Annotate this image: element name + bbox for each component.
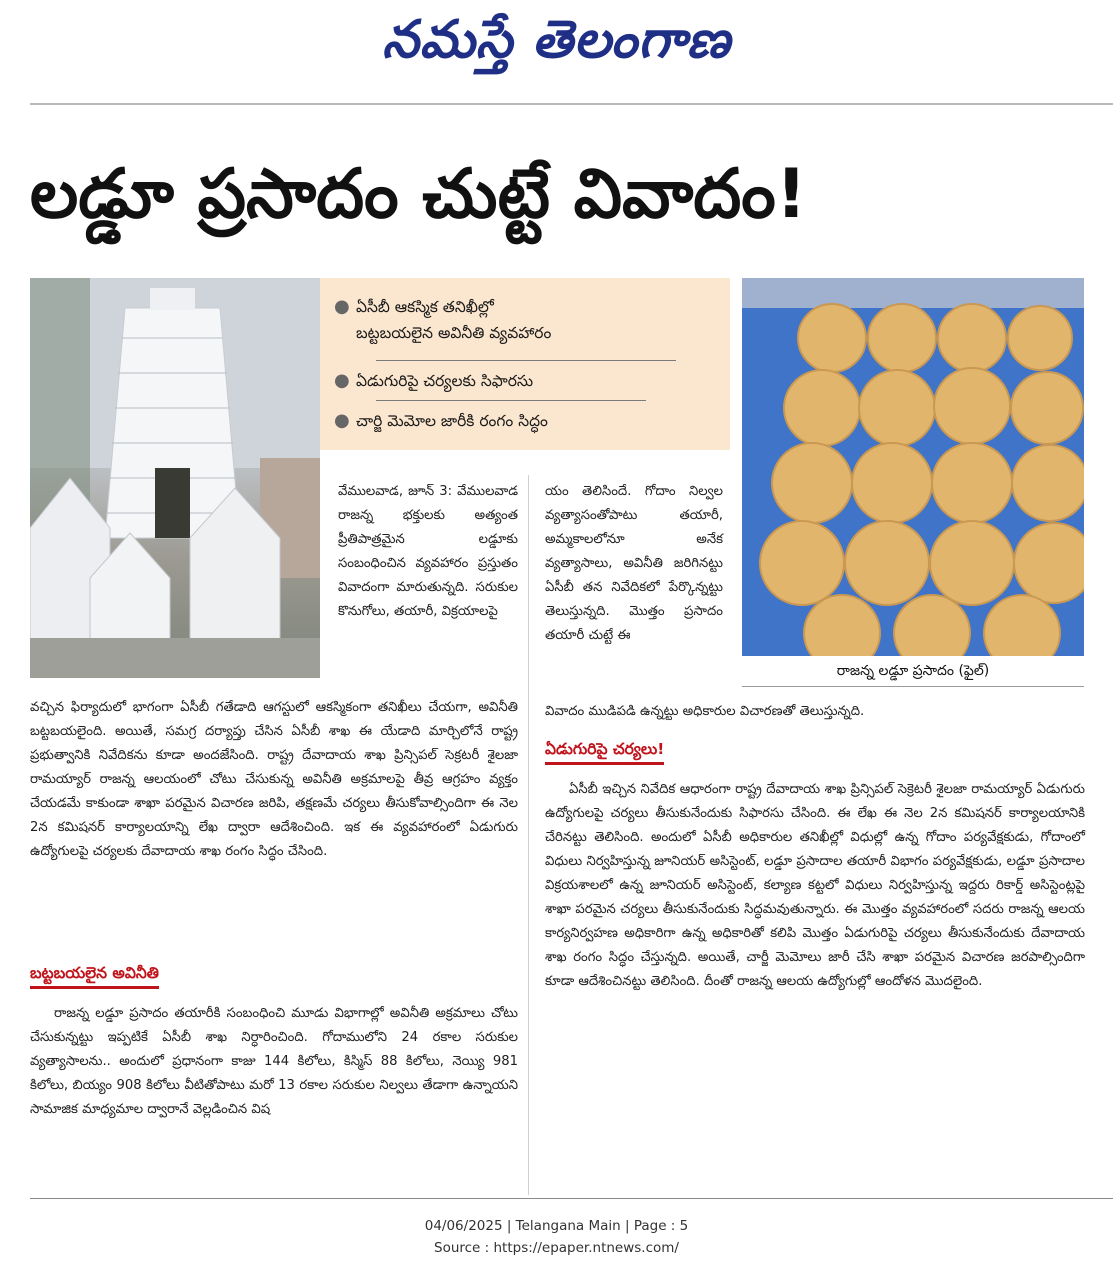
bullet-icon: ●: [334, 296, 350, 317]
article-col2-bottom: ఏసీబీ ఇచ్చిన నివేదిక ఆధారంగా రాష్ట్ర దేవాదాయ శాఖ ప్రిన్సిపల్ సెక్రెటరీ శైలజా రామయ్యార్ ఏడుగురు ఉద్యోగులపై చర్యలు తీసుకునేందుకు సిఫారసు చేసింది. ఈ లేఖ ఈ నెల 2న కమిషనర్ కార్యాలయానికి చేరినట్టు తెలిసింది. అందులో ఏసీబీ అధికారుల తనిఖీల్లో విధుల్లో ఉన్న గోదాం పర్యవేక్షకుడు, గోదాంలో విధులు నిర్వహిస్తున్న జూనియర్ అసిస్టెంట్, లడ్డూ ప్రసాదాల తయారీ విభాగం పర్యవేక్షకుడు, లడ్డూ ప్రసాదాల విక్రయశాలలో ఉన్న జూనియర్ అసిస్టెంట్, కల్యాణ కట్టలో విధులు నిర్వహిస్తున్న ఇద్దరు రికార్డ్ అసిస్టెంట్లపై శాఖా పరమైన చర్యలు తీసుకునేందుకు సిద్ధమవుతున్నారు. ఈ మొత్తం వ్యవహారంలో సదరు రాజన్న ఆలయ కార్యనిర్వహణ అధికారిగా ఉన్న అధికారితో కలిపి మొత్తం ఏడుగురిపై చర్యలు తీసుకునేందుకు దేవాదాయ శాఖ రంగం సిద్ధం చేస్తున్నది. అయితే, చార్జీ మెమోలు జారీ చేసి శాఖా పరమైన విచారణ జరపాల్సిందిగా కూడా ఆదేశించినట్టు తెలిసింది. దీంతో రాజన్న ఆలయ ఉద్యోగుల్లో ఆందోళన మొదలైంది.: [545, 782, 1085, 989]
laddu-photo: [742, 278, 1084, 656]
article-col1-top: వేములవాడ, జూన్ 3: వేములవాడ రాజన్న భక్తులకు అత్యంత ప్రీతిపాత్రమైన లడ్డూకు సంబంధించిన వ్యవహారం ప్రస్తుతం వివాదంగా మారుతున్నది. సరుకుల కొనుగోలు, తయారీ, విక్రయాలపై: [338, 484, 518, 619]
footer-divider: [30, 1198, 1113, 1199]
highlight-item-2: ● ఏడుగురిపై చర్యలకు సిఫారసు: [356, 368, 533, 394]
bullet-icon: ●: [334, 370, 350, 391]
subheading-action: ఏడుగురిపై చర్యలు!: [545, 736, 664, 765]
article-col1-wide: వచ్చిన ఫిర్యాదులో భాగంగా ఏసీబీ గతేడాది ఆగస్టులో ఆకస్మికంగా తనిఖీలు చేయగా, అవినీతి బట్టబయలైంది. అయితే, సమగ్ర దర్యాప్తు చేసిన ఏసీబీ శాఖ ఈ యేడాది మార్చిలోనే రాష్ట్ర ప్రభుత్వానికి నివేదికను కూడా అందజేసింది. రాష్ట్ర దేవాదాయ శాఖ ప్రిన్సిపల్ సెక్రటరీ శైలజా రామయ్యార్ రాజన్న ఆలయంలో చోటు చేసుకున్న అవినీతి అక్రమాలపై తీవ్ర ఆగ్రహం వ్యక్తం చేయడమే కాకుండా శాఖా పరమైన విచారణ జరిపి, తక్షణమే చర్యలు తీసుకోవాల్సిందిగా ఈ నెల 2న కమిషనర్ కార్యాలయాన్ని లేఖ ద్వారా ఆదేశించింది. ఇక ఈ వ్యవహారంలో ఏడుగురు ఉద్యోగులపై చర్యలకు దేవాదాయ శాఖ రంగం సిద్ధం చేసింది.: [30, 700, 518, 859]
masthead: [0, 0, 1113, 92]
column-divider: [528, 475, 529, 1195]
footer-date-page: 04/06/2025 | Telangana Main | Page : 5: [424, 1218, 689, 1234]
subheading-corruption: బట్టబయలైన అవినీతి: [30, 960, 159, 989]
bullet-icon: ●: [334, 410, 350, 431]
masthead-divider: [30, 103, 1113, 105]
highlight-item-3: ● చార్జి మెమోల జారీకి రంగం సిద్ధం: [356, 408, 548, 434]
highlights-box: [320, 278, 730, 450]
article-col1-bottom: రాజన్న లడ్డూ ప్రసాదం తయారీకి సంబంధించి మూడు విభాగాల్లో అవినీతి అక్రమాలు చోటు చేసుకున్నట్టు ఇప్పటికే ఏసీబీ శాఖ నిర్ధారించింది. గోదాములోని 24 రకాల సరుకుల వ్యత్యాసాలను.. అందులో ప్రధానంగా కాజు 144 కిలోలు, కిస్మిస్ 88 కిలోలు, నెయ్యి 981 కిలోలు, బియ్యం 908 కిలోలు వీటితోపాటు మరో 13 రకాల సరుకుల నిల్వలు తేడాగా ఉన్నాయని సామాజిక మాధ్యమాల ద్వారానే వెల్లడించిన విష: [30, 1006, 518, 1117]
highlight-divider: [376, 360, 676, 361]
highlight-divider: [376, 400, 646, 401]
article-col2-top: యం తెలిసిందే. గోదాం నిల్వల వ్యత్యాసంతోపాటు తయారీ, అమ్మకాలలోనూ అనేక వ్యత్యాసాలు, అవినీతి జరిగినట్టు ఏసీబీ తన నివేదికలో పేర్కొన్నట్టు తెలుస్తున్నది. మొత్తం ప్రసాదం తయారీ చుట్టే ఈ: [545, 484, 723, 643]
article-col2-wide: వివాదం ముడిపడి ఉన్నట్టు అధికారుల విచారణతో తెలుస్తున్నది.: [545, 704, 865, 719]
highlight-item-1: ● ఏసీబీ ఆకస్మిక తనిఖీల్లో బట్టబయలైన అవినీతి వ్యవహారం: [334, 296, 552, 342]
footer-source: Source : https://epaper.ntnews.com/: [434, 1240, 679, 1256]
headline: లడ్డూ ప్రసాదం చుట్టే వివాదం!: [30, 155, 807, 234]
newspaper-title: నమస్తే తెలంగాణ: [382, 9, 731, 70]
temple-photo: [30, 278, 320, 678]
photo-caption: రాజన్న లడ్డూ ప్రసాదం (ఫైల్): [836, 663, 990, 679]
caption-divider: [742, 686, 1084, 687]
